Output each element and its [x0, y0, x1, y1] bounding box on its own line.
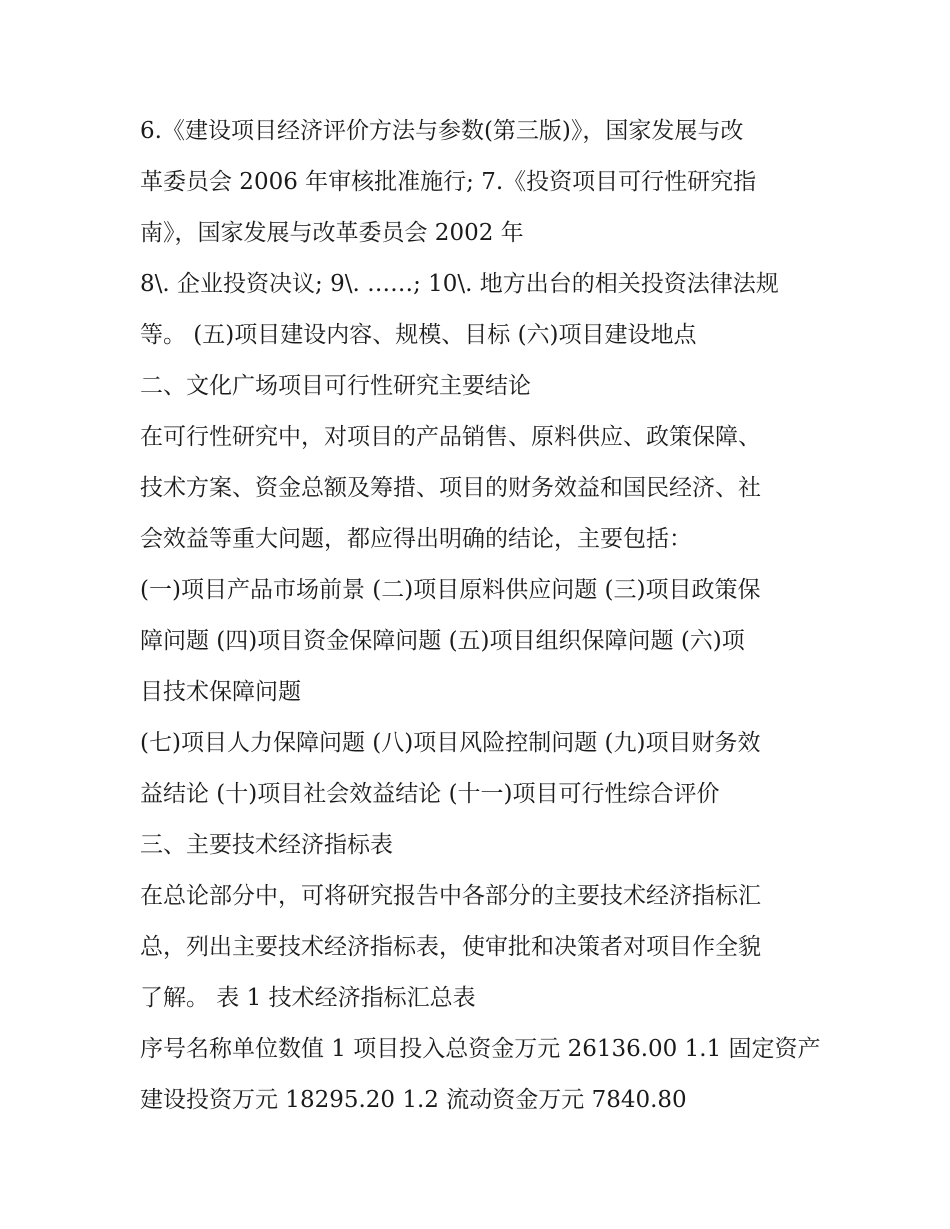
text-line: 技术方案、资金总额及筹措、项目的财务效益和国民经济、社	[140, 475, 761, 501]
text-line: (一)项目产品市场前景 (二)项目原料供应问题 (三)项目政策保	[140, 577, 761, 603]
text-line: 会效益等重大问题，都应得出明确的结论，主要包括：	[140, 526, 692, 552]
text-line: 序号名称单位数值 1 项目投入总资金万元 26136.00 1.1 固定资产	[140, 1036, 821, 1062]
text-line: 建设投资万元 18295.20 1.2 流动资金万元 7840.80	[140, 1087, 687, 1113]
section-heading: 三、主要技术经济指标表	[140, 832, 393, 858]
text-line: 了解。 表 1 技术经济指标汇总表	[140, 985, 476, 1011]
text-line: 在总论部分中，可将研究报告中各部分的主要技术经济指标汇	[140, 883, 761, 909]
text-line: 目技术保障问题	[140, 679, 301, 705]
section-heading: 二、文化广场项目可行性研究主要结论	[140, 373, 531, 399]
text-line: 在可行性研究中，对项目的产品销售、原料供应、政策保障、	[140, 424, 761, 450]
text-line: 等。 (五)项目建设内容、规模、目标 (六)项目建设地点	[140, 322, 697, 348]
text-line: 革委员会 2006 年审核批准施行; 7.《投资项目可行性研究指	[140, 169, 757, 195]
text-line: 6.《建设项目经济评价方法与参数(第三版)》，国家发展与改	[140, 118, 744, 144]
text-line: 8\. 企业投资决议; 9\. ……; 10\. 地方出台的相关投资法律法规	[140, 271, 779, 297]
text-line: 益结论 (十)项目社会效益结论 (十一)项目可行性综合评价	[140, 781, 720, 807]
text-line: 总，列出主要技术经济指标表，使审批和决策者对项目作全貌	[140, 934, 761, 960]
text-line: 障问题 (四)项目资金保障问题 (五)项目组织保障问题 (六)项	[140, 628, 745, 654]
text-line: 南》，国家发展与改革委员会 2002 年	[140, 220, 524, 246]
document-body	[140, 106, 830, 1126]
text-line: (七)项目人力保障问题 (八)项目风险控制问题 (九)项目财务效	[140, 730, 761, 756]
